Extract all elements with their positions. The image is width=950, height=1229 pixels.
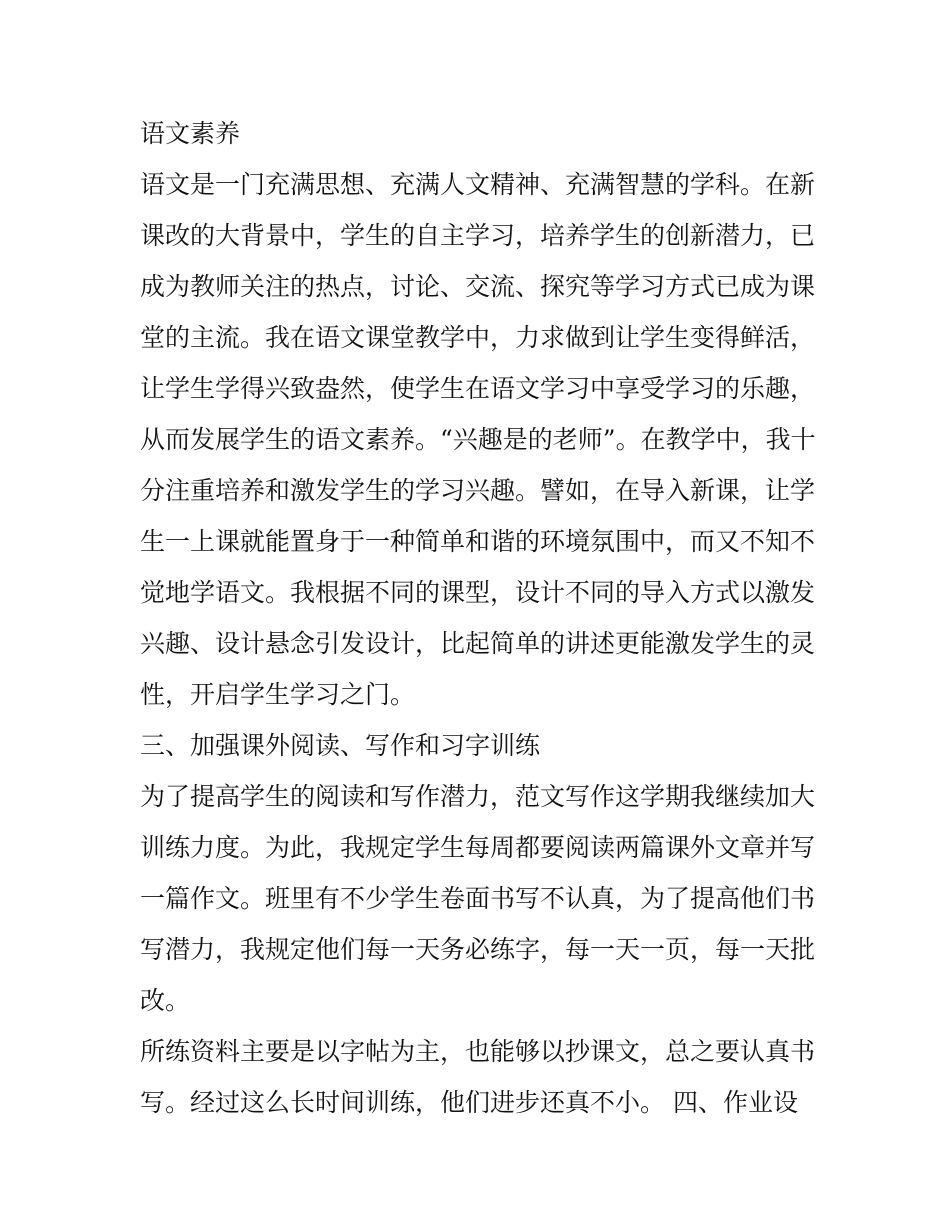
paragraph-1-line-3: 成为教师关注的热点，讨论、交流、探究等学习方式已成为课 <box>140 272 816 301</box>
paragraph-2-line-5: 改。 <box>140 986 191 1015</box>
paragraph-1-line-11: 性，开启学生学习之门。 <box>140 680 416 709</box>
paragraph-1-line-8: 生一上课就能置身于一种简单和谐的环境氛围中，而又不知不 <box>140 527 816 556</box>
paragraph-3-line-1: 所练资料主要是以字帖为主，也能够以抄课文，总之要认真书 <box>140 1037 816 1066</box>
paragraph-2-line-4: 写潜力，我规定他们每一天务必练字，每一天一页，每一天批 <box>140 935 816 964</box>
paragraph-1-line-9: 觉地学语文。我根据不同的课型，设计不同的导入方式以激发 <box>140 578 816 607</box>
document-title: 语文素养 <box>140 119 241 148</box>
paragraph-3-line-2: 写。经过这么长时间训练，他们进步还真不小。 四、作业设 <box>140 1088 798 1117</box>
paragraph-1-line-4: 堂的主流。我在语文课堂教学中，力求做到让学生变得鲜活， <box>140 323 816 352</box>
paragraph-2-line-1: 为了提高学生的阅读和写作潜力，范文写作这学期我继续加大 <box>140 782 816 811</box>
paragraph-1-line-10: 兴趣、设计悬念引发设计，比起简单的讲述更能激发学生的灵 <box>140 629 816 658</box>
paragraph-2-line-2: 训练力度。为此，我规定学生每周都要阅读两篇课外文章并写 <box>140 833 816 862</box>
section-3-heading: 三、加强课外阅读、写作和习字训练 <box>140 731 541 760</box>
paragraph-1-line-6: 从而发展学生的语文素养。“兴趣是的老师”。在教学中，我十 <box>140 425 816 454</box>
paragraph-1-line-5: 让学生学得兴致盎然，使学生在语文学习中享受学习的乐趣， <box>140 374 816 403</box>
paragraph-1-line-7: 分注重培养和激发学生的学习兴趣。譬如，在导入新课，让学 <box>140 476 816 505</box>
document-body <box>140 108 820 1128</box>
paragraph-2-line-3: 一篇作文。班里有不少学生卷面书写不认真，为了提高他们书 <box>140 884 816 913</box>
paragraph-1-line-2: 课改的大背景中，学生的自主学习，培养学生的创新潜力，已 <box>140 221 816 250</box>
paragraph-1-line-1: 语文是一门充满思想、充满人文精神、充满智慧的学科。在新 <box>140 170 816 199</box>
